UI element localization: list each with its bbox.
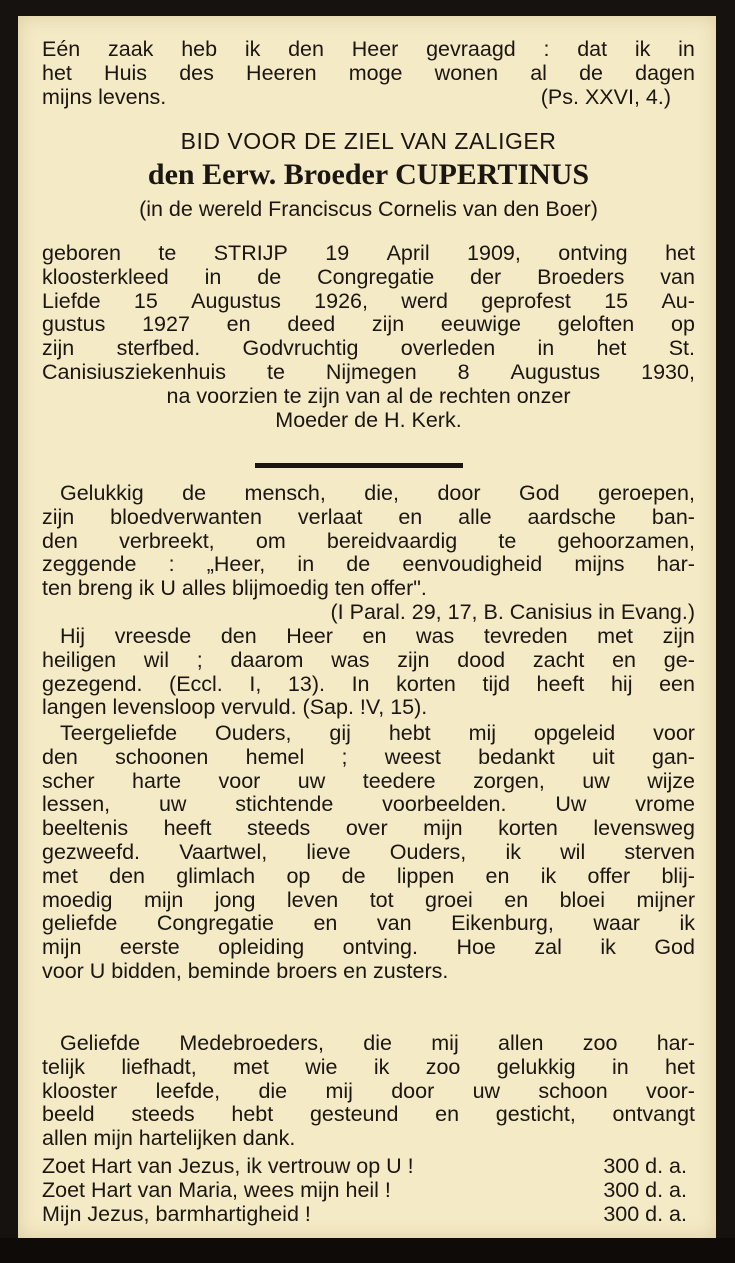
paragraph-line: Teergeliefde Ouders, gij hebt mij opgeleid voor bbox=[60, 721, 695, 745]
paragraph-fear-of-lord bbox=[42, 625, 695, 720]
prayer-text: Mijn Jezus, barmhartigheid ! bbox=[42, 1201, 311, 1226]
divider bbox=[255, 463, 463, 468]
paragraph-line: zijn bloedverwanten verlaat en alle aardsche ban- bbox=[42, 504, 695, 529]
paragraph-line: moedig mijn jong leven tot groei en bloei mijner bbox=[42, 887, 695, 912]
paragraph-line: mijn eerste opleiding ontving. Hoe zal ik God bbox=[42, 935, 695, 960]
biography-line: Canisiusziekenhuis te Nijmegen 8 Augustus 1930, bbox=[42, 359, 695, 384]
paragraph-line: scher harte voor uw teedere zorgen, uw wijze bbox=[42, 768, 695, 793]
biography-line: Moeder de H. Kerk. bbox=[275, 407, 462, 432]
paragraph-parents bbox=[42, 722, 695, 984]
prayer-list bbox=[42, 1155, 687, 1226]
paragraph-line: Hij vreesde den Heer en was tevreden met zijn bbox=[60, 624, 695, 648]
paragraph-line: met den glimlach op de lippen en ik offer blij- bbox=[42, 863, 695, 888]
top-quote bbox=[42, 38, 695, 109]
prayer-indulgence: 300 d. a. bbox=[603, 1177, 687, 1202]
paragraph-line: klooster leefde, die mij door uw schoon voor- bbox=[42, 1078, 695, 1103]
card-shadow-edge bbox=[0, 1238, 735, 1263]
prayer-indulgence: 300 d. a. bbox=[603, 1154, 687, 1178]
paragraph-line: telijk liefhadt, met wie ik zoo gelukkig in het bbox=[42, 1054, 695, 1079]
biography-line: geboren te STRIJP 19 April 1909, ontving het bbox=[42, 241, 695, 265]
paragraph-confreres bbox=[42, 1032, 695, 1151]
paragraph-calling bbox=[42, 482, 695, 625]
paragraph-reference: (I Paral. 29, 17, B. Canisius in Evang.) bbox=[330, 599, 695, 624]
paragraph-line: lessen, uw stichtende voorbeelden. Uw vrome bbox=[42, 792, 695, 817]
paragraph-line: Geliefde Medebroeders, die mij allen zoo har- bbox=[60, 1031, 695, 1055]
biography-line: gustus 1927 en deed zijn eeuwige geloften op bbox=[42, 312, 695, 337]
paragraph-line: gezweefd. Vaartwel, lieve Ouders, ik wil sterven bbox=[42, 839, 695, 864]
prayer-heading: BID VOOR DE ZIEL VAN ZALIGER bbox=[180, 128, 557, 154]
paragraph-line: Gelukkig de mensch, die, door God geroepen, bbox=[60, 481, 695, 505]
paragraph-line: geliefde Congregatie en van Eikenburg, waar ik bbox=[42, 911, 695, 936]
biography-line: zijn sterfbed. Godvruchtig overleden in het St. bbox=[42, 336, 695, 361]
prayer-row bbox=[42, 1203, 687, 1227]
top-quote-reference: (Ps. XXVI, 4.) bbox=[540, 84, 671, 109]
paragraph-line: heiligen wil ; daarom was zijn dood zacht en ge- bbox=[42, 647, 695, 672]
paragraph-line: ten breng ik U alles blijmoedig ten offer". bbox=[42, 576, 427, 601]
biography-line: na voorzien te zijn van al de rechten onzer bbox=[166, 383, 571, 408]
paragraph-line: beeld steeds hebt gesteund en gesticht, ontvangt bbox=[42, 1102, 695, 1127]
paragraph-line: gezegend. (Eccl. I, 13). In korten tijd heeft hij een bbox=[42, 671, 695, 696]
biography bbox=[42, 242, 695, 432]
prayer-row bbox=[42, 1155, 687, 1179]
header-block bbox=[42, 122, 695, 222]
paragraph-line: den verbreekt, om bereidvaardig te gehoorzamen, bbox=[42, 528, 695, 553]
paragraph-line: beeltenis heeft steeds over mijn korten levensweg bbox=[42, 816, 695, 841]
prayer-row bbox=[42, 1179, 687, 1203]
prayer-text: Zoet Hart van Maria, wees mijn heil ! bbox=[42, 1177, 391, 1202]
paragraph-line: voor U bidden, beminde broers en zusters. bbox=[42, 958, 449, 983]
deceased-name: den Eerw. Broeder CUPERTINUS bbox=[147, 157, 590, 191]
prayer-text: Zoet Hart van Jezus, ik vertrouw op U ! bbox=[42, 1154, 414, 1178]
prayer-indulgence: 300 d. a. bbox=[603, 1201, 687, 1226]
biography-line: kloosterkleed in de Congregatie der Broeders van bbox=[42, 264, 695, 289]
paragraph-line: zeggende : „Heer, in de eenvoudigheid mijns har- bbox=[42, 552, 695, 577]
paragraph-line: langen levensloop vervuld. (Sap. !V, 15). bbox=[42, 695, 428, 720]
paragraph-line: den schoonen hemel ; weest bedankt uit gan- bbox=[42, 744, 695, 769]
paragraph-line: allen mijn hartelijken dank. bbox=[42, 1126, 296, 1151]
biography-line: Liefde 15 Augustus 1926, werd geprofest 15 Au- bbox=[42, 288, 695, 313]
worldly-name: (in de wereld Franciscus Cornelis van den Boer) bbox=[139, 196, 598, 221]
top-quote-line: het Huis des Heeren moge wonen al de dagen bbox=[42, 60, 695, 85]
top-quote-line: Eén zaak heb ik den Heer gevraagd : dat ik in bbox=[42, 37, 695, 61]
top-quote-line: mijns levens. bbox=[42, 84, 167, 109]
